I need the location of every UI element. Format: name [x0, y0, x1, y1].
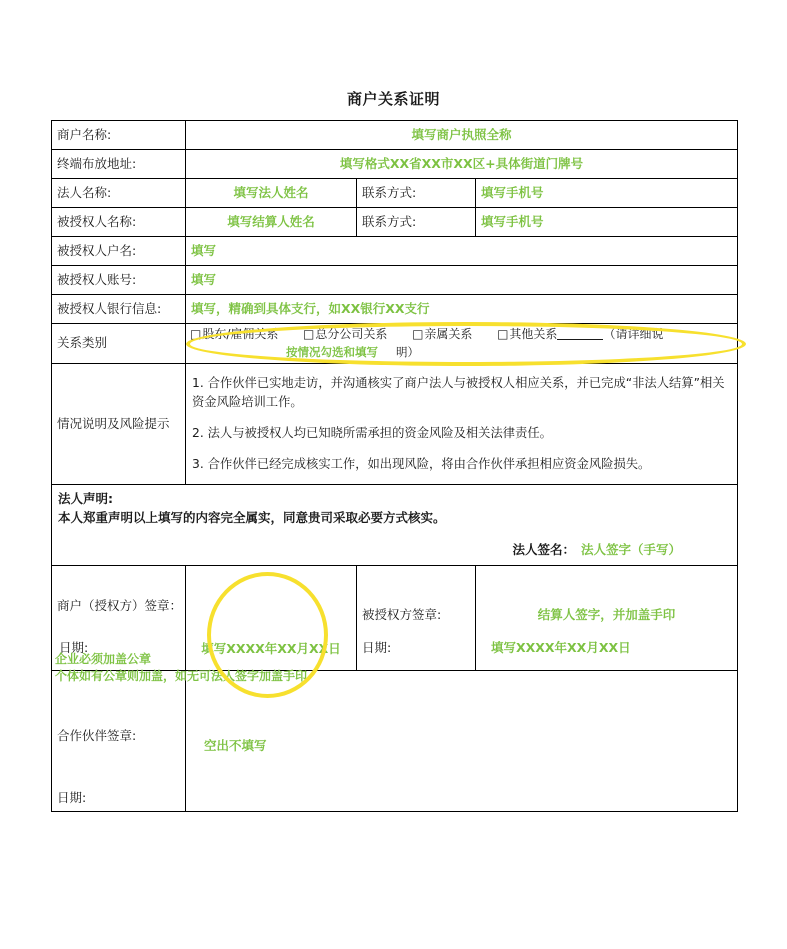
- risk-notice-label: 情况说明及风险提示: [52, 364, 186, 485]
- terminal-address-label: 终端布放地址:: [52, 150, 186, 179]
- table-row-risk-notice: [52, 364, 738, 485]
- authorized-bank-info-value-text: 填写，精确到具体支行，如XX银行XX支行: [191, 300, 430, 316]
- checkbox-relative[interactable]: □: [412, 327, 424, 341]
- authorized-date-label: 日期:: [362, 640, 392, 656]
- partner-date-label: 日期:: [57, 790, 87, 806]
- risk-notice-list: [192, 374, 731, 474]
- authorized-seal-label-cell: [357, 566, 476, 671]
- authorized-seal-value: 结算人签字，并加盖手印: [537, 607, 676, 623]
- authorized-bank-info-value: [186, 295, 738, 324]
- checkbox-head-branch[interactable]: □: [303, 327, 315, 341]
- checkbox-label-other[interactable]: 其他关系: [509, 327, 558, 341]
- terminal-address-value-text: 填写格式XX省XX市XX区+具体街道门牌号: [339, 155, 584, 171]
- declaration-body: 本人郑重声明以上填写的内容完全属实，同意贵司采取必要方式核实。: [58, 509, 446, 525]
- merchant-seal-annotation-line-1: 企业必须加盖公章: [55, 652, 152, 666]
- merchant-name-value: [186, 121, 738, 150]
- other-relationship-blank[interactable]: [557, 339, 603, 340]
- merchant-seal-box[interactable]: [191, 566, 351, 670]
- declaration-heading: 法人声明:: [58, 490, 113, 506]
- table-row-authorized-bank-info: [52, 295, 738, 324]
- legal-person-name-value: [186, 179, 357, 208]
- authorized-seal-box[interactable]: [481, 566, 732, 670]
- authorized-person-name-label: 被授权人名称:: [52, 208, 186, 237]
- merchant-date-label: 日期:: [59, 640, 89, 656]
- authorized-account-number-value-text: 填写: [191, 271, 217, 287]
- authorized-account-number-value: [186, 266, 738, 295]
- authorized-person-name-value-text: 填写结算人姓名: [227, 213, 315, 229]
- checkbox-label-head-branch[interactable]: 总分公司关系: [315, 327, 388, 341]
- table-row-authorized-account-number: [52, 266, 738, 295]
- risk-notice-content: [186, 364, 738, 485]
- authorized-person-contact-value: [476, 208, 738, 237]
- table-row-terminal-address: [52, 150, 738, 179]
- relationship-annotation-text: 按情况勾选和填写: [286, 345, 378, 360]
- authorized-seal-left: [362, 566, 470, 670]
- authorized-date-value: 填写XXXX年XX月XX日: [491, 640, 631, 656]
- partner-seal-label: 合作伙伴签章:: [57, 728, 137, 744]
- table-row-legal-person: [52, 179, 738, 208]
- merchant-name-label: 商户名称:: [52, 121, 186, 150]
- merchant-seal-area[interactable]: [186, 566, 357, 671]
- terminal-address-value: [186, 150, 738, 179]
- checkbox-other[interactable]: □: [497, 327, 509, 341]
- partner-note: 空出不填写: [204, 738, 267, 754]
- relationship-type-options: [186, 324, 738, 364]
- partner-seal-box[interactable]: [191, 671, 732, 811]
- checkbox-label-shareholder-employment[interactable]: 股东/雇佣关系: [202, 327, 279, 341]
- partner-seal-area[interactable]: [186, 671, 738, 812]
- table-row-legal-declaration: [52, 484, 738, 566]
- authorized-person-contact-label: [357, 208, 476, 237]
- authorized-seal-label: 被授权方签章:: [362, 607, 442, 623]
- authorized-person-contact-label-text: 联系方式:: [362, 213, 417, 229]
- partner-left: [57, 671, 180, 811]
- legal-person-contact-value-text: 填写手机号: [481, 184, 544, 200]
- list-item: 2. 法人与被授权人均已知晓所需承担的资金风险及相关法律责任。: [192, 425, 552, 440]
- authorized-bank-info-label: 被授权人银行信息:: [52, 295, 186, 324]
- table-row-authorized-person: [52, 208, 738, 237]
- page-title: 商户关系证明: [346, 90, 440, 108]
- legal-person-contact-value: [476, 179, 738, 208]
- merchant-seal-label: 商户（授权方）签章：: [57, 598, 183, 614]
- authorized-account-name-label: 被授权人户名:: [52, 237, 186, 266]
- merchant-name-value-text: 填写商户执照全称: [411, 126, 512, 142]
- authorized-account-number-label: 被授权人账号:: [52, 266, 186, 295]
- merchant-date-value: 填写XXXX年XX月XX日: [201, 641, 341, 657]
- merchant-seal-annotation-line-2: 个体如有公章则加盖，如无可法人签字加盖手印: [55, 669, 308, 683]
- legal-declaration-cell: [52, 484, 738, 566]
- authorized-person-name-value: [186, 208, 357, 237]
- declaration-signature-value: 法人签字（手写）: [581, 542, 682, 558]
- legal-person-name-value-text: 填写法人姓名: [233, 184, 309, 200]
- other-relationship-suffix-tail: 明）: [396, 345, 419, 360]
- authorized-seal-area[interactable]: [476, 566, 738, 671]
- table-row-merchant-name: [52, 121, 738, 150]
- authorized-account-name-value: [186, 237, 738, 266]
- merchant-relationship-form: [51, 120, 738, 812]
- declaration-signature-row: [58, 541, 731, 559]
- list-item: 1. 合作伙伴已实地走访，并沟通核实了商户法人与被授权人相应关系，并已完成“非法人结算”相关资金风险培训工作。: [192, 376, 725, 409]
- table-row-relationship-type: [52, 324, 738, 364]
- checkbox-label-relative[interactable]: 亲属关系: [424, 327, 473, 341]
- authorized-account-name-value-text: 填写: [191, 242, 217, 258]
- other-relationship-suffix-head: （请详细说: [603, 327, 664, 341]
- table-row-partner-block: [52, 671, 738, 812]
- list-item: 3. 合作伙伴已经完成核实工作，如出现风险，将由合作伙伴承担相应资金风险损失。: [192, 457, 651, 472]
- table-row-authorized-account-name: [52, 237, 738, 266]
- legal-person-contact-label: [357, 179, 476, 208]
- checkbox-shareholder-employment[interactable]: □: [190, 327, 202, 341]
- authorized-person-contact-value-text: 填写手机号: [481, 213, 544, 229]
- legal-person-name-label: 法人名称:: [52, 179, 186, 208]
- partner-label-cell: [52, 671, 186, 812]
- relationship-options-line: [190, 326, 733, 343]
- legal-person-contact-label-text: 联系方式:: [362, 184, 417, 200]
- relationship-type-label: 关系类别: [52, 324, 186, 364]
- table-row-signature-block: [52, 566, 738, 671]
- declaration-signature-label: 法人签名：: [512, 542, 575, 558]
- relationship-annotation-line: [190, 344, 733, 361]
